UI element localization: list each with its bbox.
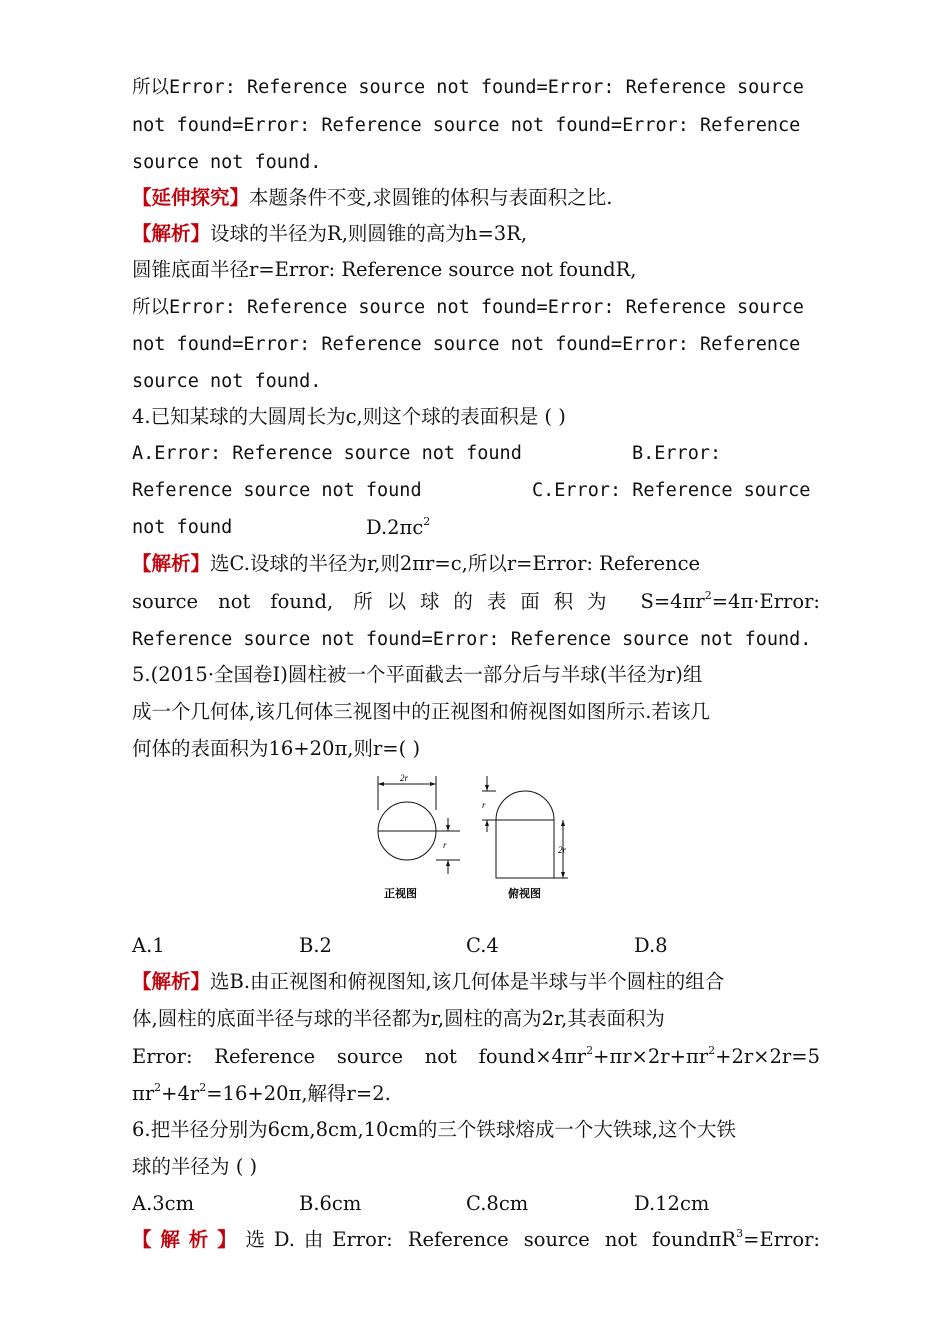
text-line: not found=Error: Reference source not found=Error: Reference (132, 115, 801, 136)
dim-label: r (443, 840, 447, 850)
option-d: $D.2\pi c^2$ (366, 515, 431, 539)
dim-label: 2r (400, 773, 409, 783)
top-rect (496, 820, 554, 878)
option-d: D.12cm (634, 1192, 710, 1215)
option-a: A.3cm (132, 1192, 195, 1215)
top-view-label: 俯视图 (508, 887, 541, 900)
option-c: C.4 (466, 934, 499, 957)
solution-4: Reference source not found=Error: Reference source not found. (132, 629, 812, 650)
option-b: B.2 (299, 934, 332, 957)
option-b: B.6cm (299, 1192, 362, 1215)
text-line: source not found. (132, 371, 322, 392)
text-line: not found=Error: Reference source not found=Error: Reference (132, 334, 801, 355)
solution-6: 【解析】选D.由Error: Reference source not foundπR$^3$=Error: (132, 1227, 820, 1251)
solution-5: Error: Reference source not $found\times 4\pi r^2+\pi r\times 2r+\pi r^2+2r\times 2r=5$ (132, 1044, 820, 1068)
option-b-cont: Reference source not found (132, 480, 422, 501)
three-view-figure (370, 770, 582, 904)
question-6: 6.把半径分别为6cm,8cm,10cm的三个铁球熔成一个大铁球,这个大铁 (132, 1118, 737, 1141)
question-5: 何体的表面积为16+20π,则r=( ) (132, 737, 421, 760)
front-view-label: 正视图 (384, 887, 417, 900)
text-line: 所以Error: Reference source not found=Error: Reference source (132, 77, 804, 98)
solution-5: 【解析】选B.由正视图和俯视图知,该几何体是半球与半个圆柱的组合 (132, 970, 725, 993)
question-4: 4.已知某球的大圆周长为c,则这个球的表面积是 ( ) (132, 405, 566, 428)
solution-line: 【解析】设球的半径为R,则圆锥的高为h=3R, (132, 222, 528, 245)
solution-5: 体,圆柱的底面半径与球的半径都为r,圆柱的高为2r,其表面积为 (132, 1007, 665, 1030)
question-6: 球的半径为 ( ) (132, 1155, 258, 1178)
option-a: A.1 (132, 934, 165, 957)
dim-label: 2r (558, 845, 567, 855)
solution-4: source not found, 所以球的表面积为 $S=4\pi r^2=4\pi\cdot Error$: (132, 589, 820, 613)
option-c-cont: not found (132, 517, 233, 538)
question-5: 5.(2015·全国卷Ⅰ)圆柱被一个平面截去一部分后与半球(半径为r)组 (132, 663, 703, 686)
text-line: source not found. (132, 152, 322, 173)
figure-svg (370, 770, 582, 904)
solution-4: 【解析】选C.设球的半径为r,则2πr=c,所以r=Error: Reference (132, 552, 701, 575)
question-5: 成一个几何体,该几何体三视图中的正视图和俯视图如图所示.若该几 (132, 700, 710, 723)
top-semicircle (496, 791, 554, 820)
text-line: 所以Error: Reference source not found=Error: Reference source (132, 297, 804, 318)
extension-heading: 【延伸探究】本题条件不变,求圆锥的体积与表面积之比. (132, 186, 613, 209)
option-a: A.Error: Reference source not found (132, 443, 522, 464)
text-line: 圆锥底面半径r=Error: Reference source not foundR, (132, 258, 637, 281)
option-c: C.8cm (466, 1192, 529, 1215)
option-d: D.8 (634, 934, 668, 957)
solution-5: $\pi r^2+4r^2=16+20\pi$,解得r=2. (132, 1081, 391, 1105)
dim-label: r (482, 800, 486, 810)
option-b: B.Error: (632, 443, 722, 464)
option-c: C.Error: Reference source (532, 480, 811, 501)
